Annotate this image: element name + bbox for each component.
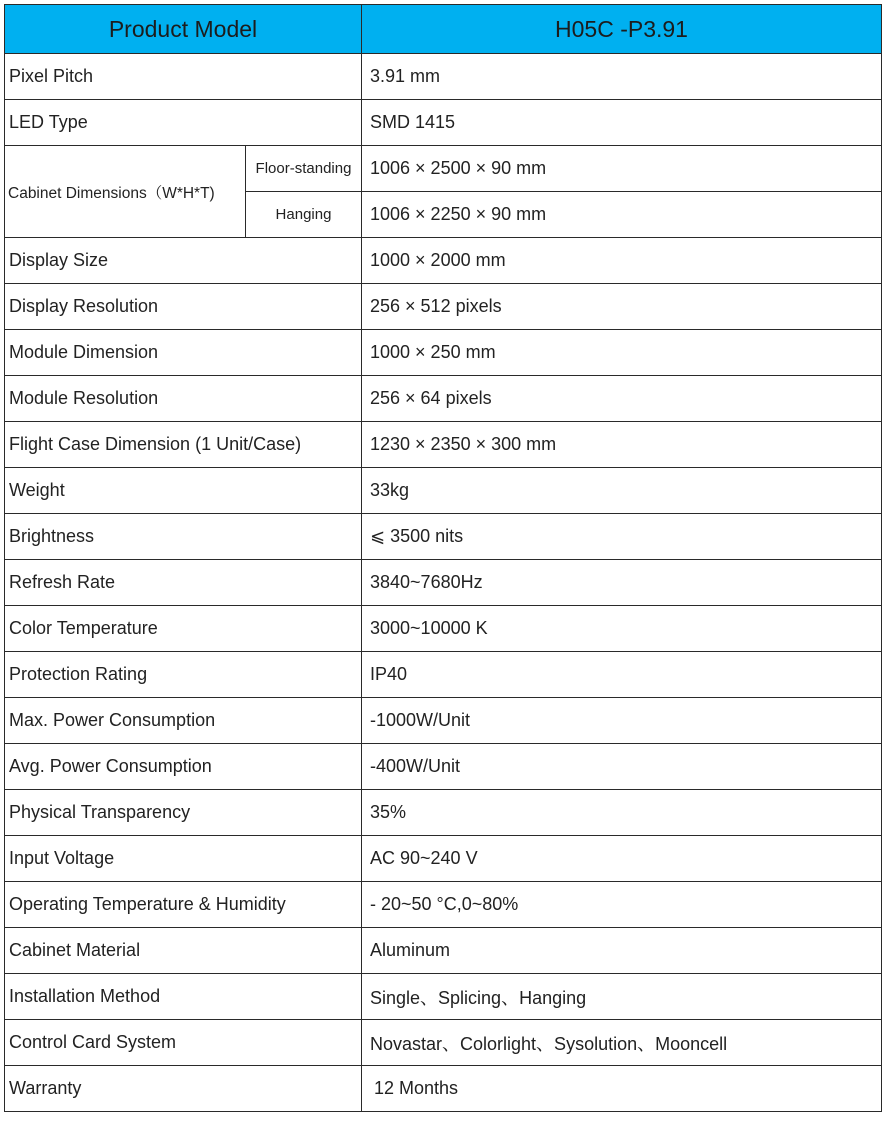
table-row <box>5 284 882 330</box>
row-value: 3840~7680Hz <box>362 560 882 606</box>
hanging-label: Hanging <box>246 192 362 238</box>
row-label: Display Size <box>5 238 362 284</box>
row-value: 1000 × 2000 mm <box>362 238 882 284</box>
table-row <box>5 836 882 882</box>
row-label: LED Type <box>5 100 362 146</box>
row-value: 33kg <box>362 468 882 514</box>
table-row <box>5 652 882 698</box>
row-value: -400W/Unit <box>362 744 882 790</box>
row-label: Warranty <box>5 1066 362 1112</box>
header-row <box>5 5 882 54</box>
table-row <box>5 882 882 928</box>
table-row <box>5 376 882 422</box>
table-row <box>5 790 882 836</box>
row-label: Pixel Pitch <box>5 54 362 100</box>
row-label: Control Card System <box>5 1020 362 1066</box>
table-row <box>5 238 882 284</box>
row-value: IP40 <box>362 652 882 698</box>
row-label: Physical Transparency <box>5 790 362 836</box>
row-label: Brightness <box>5 514 362 560</box>
cabinet-row-floor <box>5 146 882 192</box>
floor-standing-value: 1006 × 2500 × 90 mm <box>362 146 882 192</box>
row-value: SMD 1415 <box>362 100 882 146</box>
cabinet-dimensions-label: Cabinet Dimensions（W*H*T) <box>5 146 246 238</box>
header-label: Product Model <box>5 5 362 54</box>
row-value: 3000~10000 K <box>362 606 882 652</box>
header-value: H05C -P3.91 <box>362 5 882 54</box>
row-value: -1000W/Unit <box>362 698 882 744</box>
table-row <box>5 744 882 790</box>
table-row <box>5 100 882 146</box>
row-label: Refresh Rate <box>5 560 362 606</box>
row-value: Aluminum <box>362 928 882 974</box>
table-row <box>5 330 882 376</box>
row-value: 12 Months <box>362 1066 882 1112</box>
table-row <box>5 468 882 514</box>
row-value: 256 × 512 pixels <box>362 284 882 330</box>
floor-standing-label: Floor-standing <box>246 146 362 192</box>
row-label: Display Resolution <box>5 284 362 330</box>
table-row <box>5 422 882 468</box>
row-label: Weight <box>5 468 362 514</box>
row-label: Max. Power Consumption <box>5 698 362 744</box>
row-value: Single、Splicing、Hanging <box>362 974 882 1020</box>
row-label: Installation Method <box>5 974 362 1020</box>
row-label: Cabinet Material <box>5 928 362 974</box>
row-label: Color Temperature <box>5 606 362 652</box>
table-row <box>5 514 882 560</box>
row-label: Operating Temperature & Humidity <box>5 882 362 928</box>
row-value: 1230 × 2350 × 300 mm <box>362 422 882 468</box>
row-label: Flight Case Dimension (1 Unit/Case) <box>5 422 362 468</box>
row-value: ⩽ 3500 nits <box>362 514 882 560</box>
row-value: 35% <box>362 790 882 836</box>
row-value: 256 × 64 pixels <box>362 376 882 422</box>
table-row <box>5 698 882 744</box>
spec-table <box>4 4 882 1112</box>
row-label: Protection Rating <box>5 652 362 698</box>
row-label: Input Voltage <box>5 836 362 882</box>
row-label: Module Dimension <box>5 330 362 376</box>
table-row <box>5 1066 882 1112</box>
row-label: Avg. Power Consumption <box>5 744 362 790</box>
row-value: AC 90~240 V <box>362 836 882 882</box>
row-label: Module Resolution <box>5 376 362 422</box>
table-row <box>5 974 882 1020</box>
table-row <box>5 54 882 100</box>
row-value: Novastar、Colorlight、Sysolution、Mooncell <box>362 1020 882 1066</box>
row-value: 1000 × 250 mm <box>362 330 882 376</box>
table-row <box>5 928 882 974</box>
hanging-value: 1006 × 2250 × 90 mm <box>362 192 882 238</box>
row-value: 3.91 mm <box>362 54 882 100</box>
table-row <box>5 1020 882 1066</box>
row-value: - 20~50 °C,0~80% <box>362 882 882 928</box>
table-row <box>5 560 882 606</box>
table-row <box>5 606 882 652</box>
